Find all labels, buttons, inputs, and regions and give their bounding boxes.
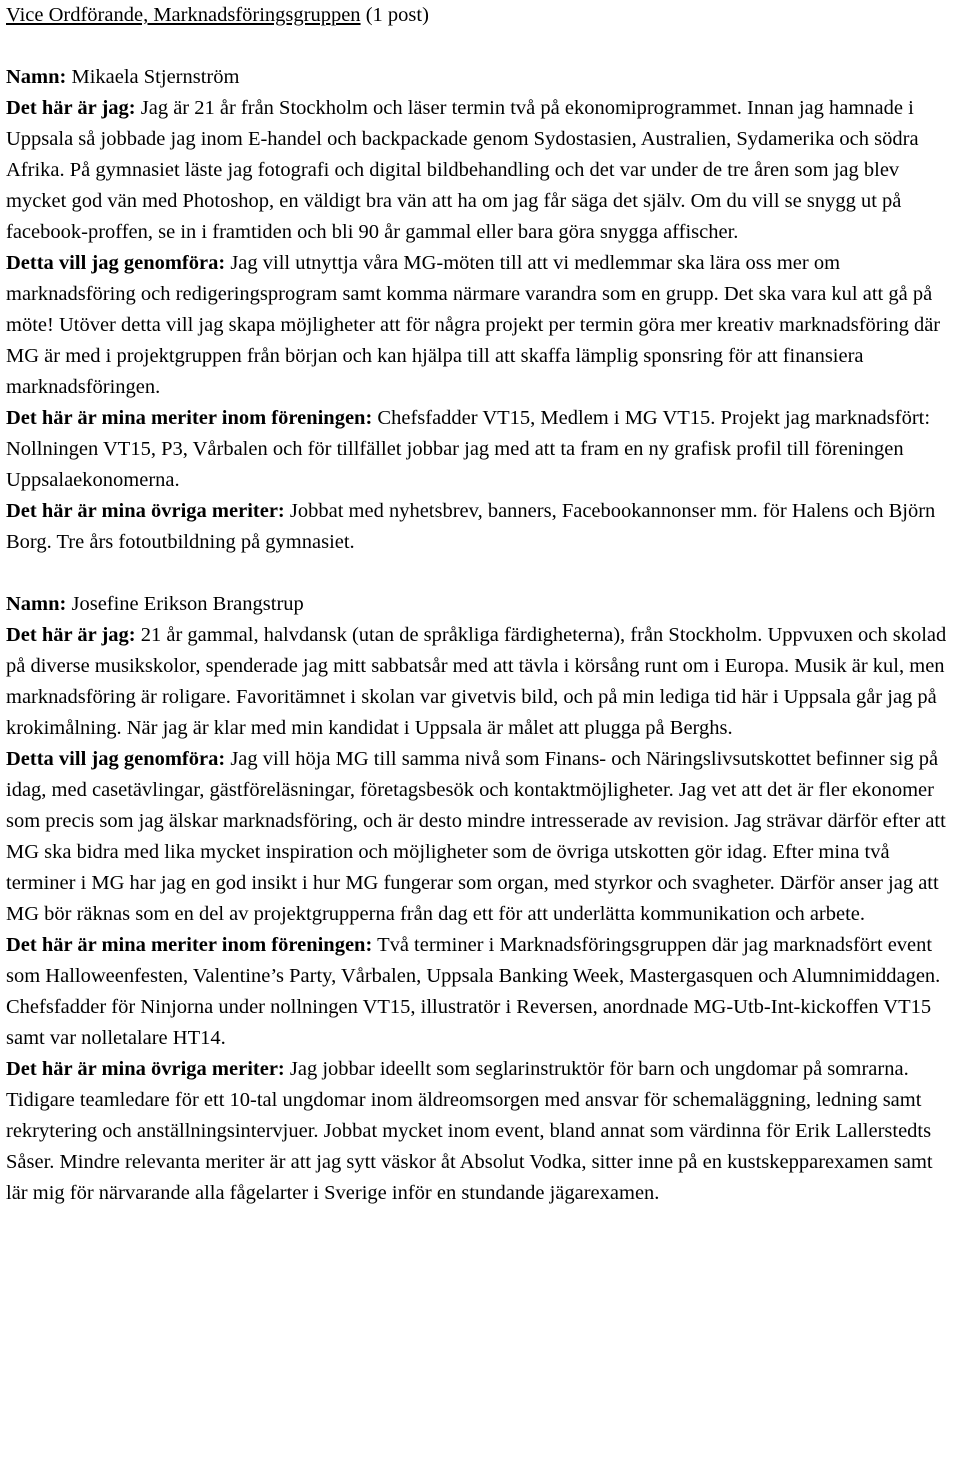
goals-text: Jag vill höja MG till samma nivå som Finans- och Näringslivsutskottet befinner sig på idag, med casetävlingar, gästföreläsningar, företagsbesök och kontaktmöjligheter. Jag vet att det är fler ekonomer som precis som jag älskar marknadsföring, och är desto mindre intresserade av revision. Jag strävar därför efter att MG ska bidra med lika mycket inspiration och möjligheter som de övriga utskotten gör idag. Efter mina två terminer i MG har jag en god insikt i hur MG fungerar som organ, med styrkor och svagheter. Därför anser jag att MG bör räknas som en del av projektgrupperna från dag ett för att underlätta kommunikation och arbete. xyxy=(6,748,946,925)
about-label: Det här är jag: xyxy=(6,624,136,646)
about-paragraph xyxy=(6,93,956,248)
other-merits-text: Jobbat med nyhetsbrev, banners, Facebookannonser mm. för Halens och Björn Borg. Tre års fotoutbildning på gymnasiet. xyxy=(6,500,936,553)
candidate-entry xyxy=(6,62,956,558)
other-merits-label: Det här är mina övriga meriter: xyxy=(6,500,285,522)
merits-label: Det här är mina meriter inom föreningen: xyxy=(6,934,373,956)
merits-paragraph xyxy=(6,403,956,496)
section-heading xyxy=(6,0,956,31)
about-text: 21 år gammal, halvdansk (utan de språkliga färdigheterna), från Stockholm. Uppvuxen och skolad på diverse musikskolor, spenderade jag mitt sabbatsår med att tävla i körsång runt om i Europa. Musik är kul, men marknadsföring är roligare. Favoritämnet i skolan var givetvis bild, och på min lediga tid här i Uppsala går jag på krokimålning. När jag är klar med min kandidat i Uppsala är målet att plugga på Berghs. xyxy=(6,624,947,739)
section-title: Vice Ordförande, Marknadsföringsgruppen xyxy=(6,4,361,26)
goals-text: Jag vill utnyttja våra MG-möten till att vi medlemmar ska lära oss mer om marknadsföring och redigeringsprogram samt komma närmare varandra som en grupp. Det ska vara kul att gå på möte! Utöver detta vill jag skapa möjligheter att för några projekt per termin göra mer kreativ marknadsföring där MG är med i projektgruppen från början och kan hjälpa till att skaffa lämplig sponsring för att finansiera marknadsföringen. xyxy=(6,252,941,398)
other-merits-paragraph xyxy=(6,496,956,558)
about-paragraph xyxy=(6,620,956,744)
candidate-entry xyxy=(6,589,956,1209)
other-merits-label: Det här är mina övriga meriter: xyxy=(6,1058,285,1080)
candidate-name: Mikaela Stjernström xyxy=(71,66,240,88)
merits-text: Chefsfadder VT15, Medlem i MG VT15. Projekt jag marknadsfört: Nollningen VT15, P3, Vårbalen och för tillfället jobbar jag med att ta fram en ny grafisk profil till föreningen Uppsalaekonomerna. xyxy=(6,407,931,491)
name-label: Namn: xyxy=(6,66,67,88)
merits-label: Det här är mina meriter inom föreningen: xyxy=(6,407,373,429)
candidate-name-line xyxy=(6,589,956,620)
candidate-name: Josefine Erikson Brangstrup xyxy=(71,593,304,615)
about-text: Jag är 21 år från Stockholm och läser termin två på ekonomiprogrammet. Innan jag hamnade i Uppsala så jobbade jag inom E-handel och backpackade genom Sydostasien, Australien, Sydamerika och södra Afrika. På gymnasiet läste jag fotografi och digital bildbehandling och det var under de tre åren som jag blev mycket god vän med Photoshop, en väldigt bra vän att ha om jag får säga det själv. Om du vill se snygg ut på facebook-proffen, se in i framtiden och bli 90 år gammal eller bara göra snygga affischer. xyxy=(6,97,919,243)
merits-paragraph xyxy=(6,930,956,1054)
goals-label: Detta vill jag genomföra: xyxy=(6,748,226,770)
merits-text: Två terminer i Marknadsföringsgruppen där jag marknadsfört event som Halloweenfesten, Valentine’s Party, Vårbalen, Uppsala Banking Week, Mastergasquen och Alumnimiddagen. Chefsfadder för Ninjorna under nollningen VT15, illustratör i Reversen, anordnade MG-Utb-Int-kickoffen VT15 samt var nolletalare HT14. xyxy=(6,934,941,1049)
goals-paragraph xyxy=(6,744,956,930)
post-count: (1 post) xyxy=(365,4,429,26)
goals-label: Detta vill jag genomföra: xyxy=(6,252,226,274)
name-label: Namn: xyxy=(6,593,67,615)
goals-paragraph xyxy=(6,248,956,403)
candidate-name-line xyxy=(6,62,956,93)
other-merits-paragraph xyxy=(6,1054,956,1209)
other-merits-text: Jag jobbar ideellt som seglarinstruktör för barn och ungdomar på somrarna. Tidigare teamledare för ett 10-tal ungdomar inom äldreomsorgen med ansvar för schemaläggning, ledning samt rekrytering och anställningsintervjuer. Jobbat mycket inom event, bland annat som värdinna för Erik Lallerstedts Såser. Mindre relevanta meriter är att jag sytt väskor åt Absolut Vodka, sitter inne på en kustskepparexamen samt lär mig för närvarande alla fågelarter i Sverige inför en stundande jägarexamen. xyxy=(6,1058,933,1204)
about-label: Det här är jag: xyxy=(6,97,136,119)
spacer xyxy=(6,558,956,589)
